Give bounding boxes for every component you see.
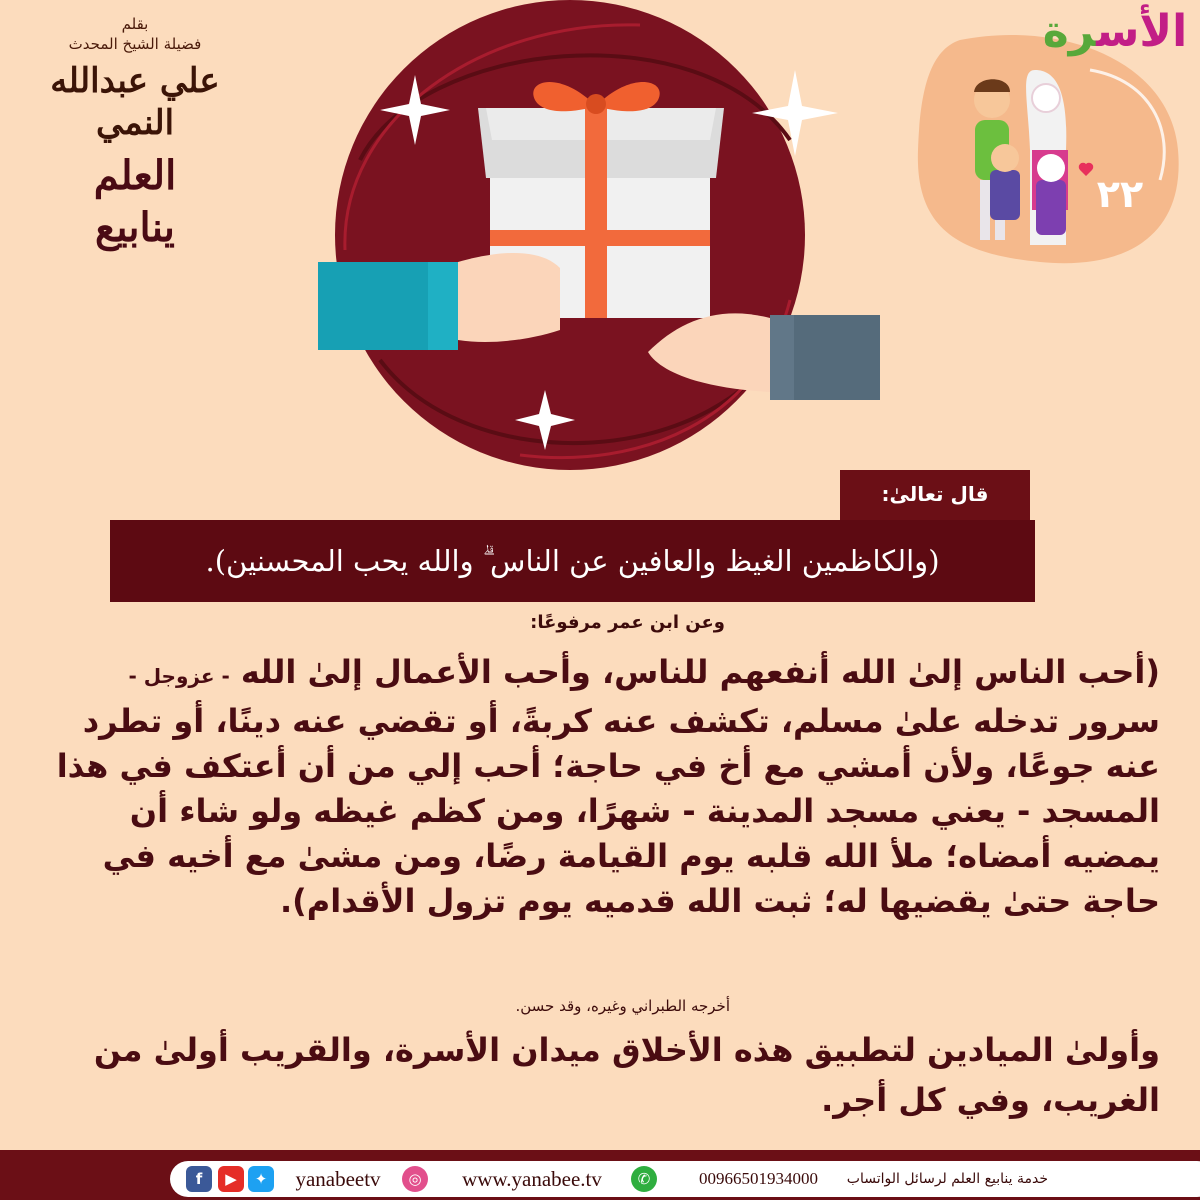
verse-intro: قال تعالىٰ: [840,470,1030,522]
family-badge [918,35,1179,263]
author-name: علي عبدالله النمي [50,61,220,143]
footer-handle[interactable]: yanabeetv [295,1167,381,1191]
hadith-narrator: وعن ابن عمر مرفوعًا: [530,612,725,633]
dribbble-icon[interactable]: ◎ [402,1166,428,1192]
twitter-icon[interactable]: ✦ [248,1166,274,1192]
series-title [1040,6,1190,57]
closing-text: وأولىٰ الميادين لتطبيق هذه الأخلاق ميدان الأسرة، والقريب أولىٰ من الغريب، وفي كل أجر. [93,1031,1160,1119]
brand-logo-line: العلم [93,152,177,199]
hadith-source: أخرجه الطبراني وغيره، وقد حسن. [515,997,730,1015]
verse-text: (والكاظمين الغيظ والعافين عن الناس ۗ والله يحب المحسنين). [110,520,1035,602]
youtube-icon[interactable]: ▶ [218,1166,244,1192]
gift-emblem [318,0,880,470]
author-block [20,14,250,144]
author-title: فضيلة الشيخ المحدث [68,35,202,53]
author-by: بقلم [121,15,149,33]
footer-website[interactable]: www.yanabee.tv [462,1167,602,1191]
brand-logo-line: ينابيع [95,204,175,251]
series-title-accent: رة [1042,6,1097,57]
footer-phone[interactable]: 00966501934000 [699,1169,818,1188]
facebook-icon[interactable]: f [186,1166,212,1192]
brand-logo [40,150,230,254]
issue-number: ٢٢ [1096,172,1144,216]
hadith-part1: (أحب الناس إلىٰ الله أنفعهم للناس، وأحب الأعمال إلىٰ الله [240,653,1160,691]
hadith-part2: سرور تدخله علىٰ مسلم، تكشف عنه كربةً، أو تقضي عنه دينًا، أو تطرد عنه جوعًا، ولأن أمشي مع أخ في حاجة؛ أحب إلي من أن أعتكف في هذا المسجد - يعني مسجد المدينة - شهرًا، ومن كظم غيظه ولو شاء أن يمضيه أمضاه؛ ملأ الله قلبه يوم القيامة رضًا، ومن مشىٰ مع أخيه في حاجة حتىٰ يقضيها له؛ ثبت الله قدميه يوم تزول الأقدام). [56,702,1160,920]
hadith-honorific: - عزوجل - [128,664,230,688]
series-title-main: الأس [1096,6,1188,57]
hadith-text [40,650,1160,924]
whatsapp-icon[interactable]: ✆ [631,1166,657,1192]
footer-service: خدمة ينابيع العلم لرسائل الواتساب [846,1171,1048,1187]
